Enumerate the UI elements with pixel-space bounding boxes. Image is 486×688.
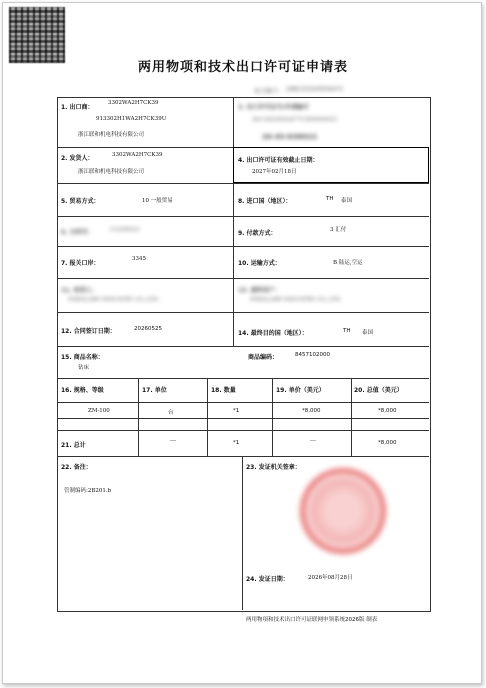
row-total: *8,000 [378, 408, 397, 414]
row-spec: ZM-100 [88, 408, 110, 414]
qr-code [9, 7, 65, 63]
total-qty: *1 [233, 440, 240, 446]
exporter-name: 浙江联和机电科技有限公司 [78, 132, 145, 138]
port-label: 7. 报关口岸： [61, 260, 100, 267]
contract-date-value: 20260525 [134, 326, 162, 332]
shipper-name: 浙江联和机电科技有限公司 [78, 169, 145, 175]
shipper-code: 3302WA2H7CK39 [112, 152, 163, 158]
contract-number-label: 6. 合同号： [61, 229, 94, 236]
customs-number-label: 海关编号： [254, 88, 285, 95]
contract-number-value: CG200023 [110, 227, 140, 233]
col-spec-header: 16. 规格、等级 [61, 387, 104, 394]
import-country-code: TH [326, 196, 334, 202]
col-total-header: 20. 总值（美元） [354, 387, 403, 394]
destination-code: TH [343, 328, 351, 334]
exporter-code: 3302WA2H7CK39 [108, 100, 159, 106]
row-unit: 台 [168, 410, 174, 416]
license-number-value: 26110020042977CX00000023 [252, 117, 338, 123]
license-number-code: 26-45-K08022 [262, 133, 318, 141]
remarks-label: 22. 备注： [61, 464, 92, 471]
trade-mode-value: 10 一般贸易 [142, 198, 173, 204]
total-value: *8,000 [378, 440, 397, 446]
product-name-value: 钻床 [78, 365, 90, 371]
customs-number-value: 26KC33320004471 [286, 86, 344, 93]
col-qty-header: 18. 数量 [211, 387, 236, 394]
issuer-seal-label: 23. 发证机关签章： [246, 464, 301, 471]
transport-value: B 陆运,空运 [333, 260, 363, 266]
transport-label: 10. 运输方式： [238, 260, 281, 267]
expiry-box [233, 147, 429, 183]
port-value: 3345 [132, 256, 146, 262]
issue-date-label: 24. 发证日期： [246, 576, 289, 583]
consignee-label: 11. 收货人： [61, 287, 98, 294]
hs-code-value: 8457102000 [295, 352, 330, 358]
row-price: *8,000 [302, 408, 321, 414]
total-unit: --- [170, 438, 176, 444]
issue-date-value: 2026年08月28日 [308, 575, 353, 581]
payment-value: 3 汇付 [330, 227, 347, 233]
document-title: 两用物项和技术出口许可证申请表 [137, 60, 348, 75]
remarks-value: 管制编码:2B201.b [64, 488, 112, 494]
destination-value: 泰国 [362, 330, 374, 336]
product-name-label: 15. 商品名称： [61, 354, 104, 361]
import-country-label: 8. 进口国（地区）： [238, 198, 292, 205]
row-qty: *1 [233, 408, 240, 414]
import-country-value: 泰国 [341, 198, 353, 204]
exporter-credit-code: 913302H1WA2H7CK39U [96, 116, 167, 122]
col-unit-header: 17. 单位 [142, 387, 167, 394]
total-price: --- [310, 438, 316, 444]
trade-mode-label: 5. 贸易方式： [61, 198, 100, 205]
hs-code-label: 商品编码： [248, 354, 279, 361]
end-user-value: PHRALARP INDUSTRY CO.,LTD. [250, 297, 342, 303]
contract-date-label: 12. 合同签订日期： [61, 328, 116, 335]
exporter-label: 1. 出口商： [61, 104, 94, 111]
payment-label: 9. 付款方式： [238, 230, 277, 237]
col-price-header: 19. 单价（美元） [276, 387, 325, 394]
official-seal [300, 468, 386, 554]
destination-label: 14. 最终目的国（地区）： [238, 330, 308, 337]
total-label: 21. 总计 [61, 442, 86, 449]
shipper-label: 2. 发货人： [61, 155, 94, 162]
consignee-value: PHRALARP INDUSTRY CO.,LTD. [68, 297, 160, 303]
expiry-value: 2027年02月18日 [252, 169, 297, 175]
end-user-label: 13. 最终用户： [238, 287, 281, 294]
expiry-label: 4. 出口许可证有效截止日期： [238, 157, 319, 164]
license-number-label: 3. 出口许可证号/申请编号 [238, 104, 309, 111]
footer-note: 两用物项和技术出口许可证联网申领系统2026版 制表 [246, 617, 378, 623]
